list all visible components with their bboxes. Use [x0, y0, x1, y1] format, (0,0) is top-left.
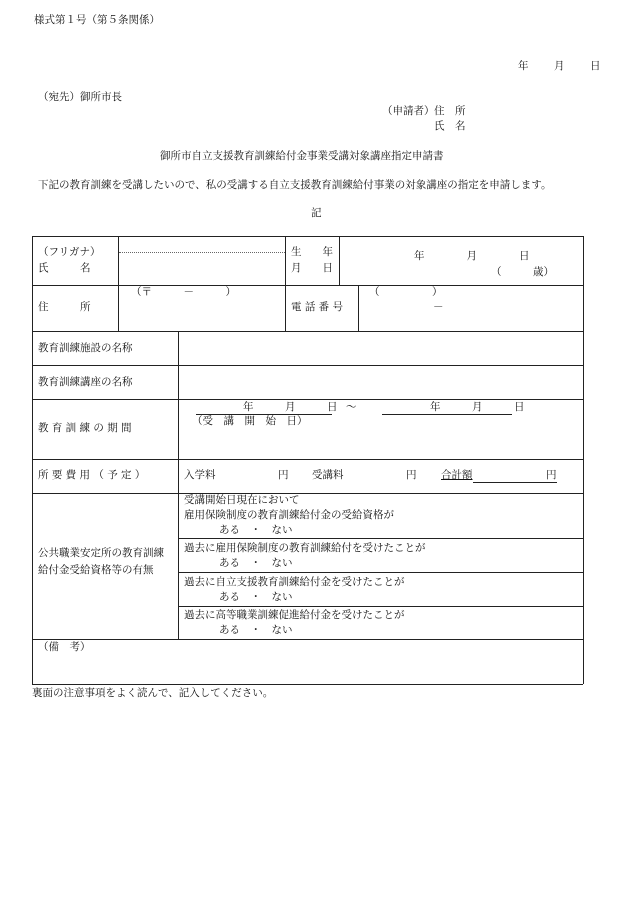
course-label: 教育訓練講座の名称 — [38, 376, 133, 388]
postal-code-field[interactable]: （〒 － ） — [131, 286, 236, 298]
birth-date-field[interactable]: 年 月 日 — [414, 250, 530, 262]
footer-note: 裏面の注意事項をよく読んで、記入してください。 — [32, 687, 274, 699]
facility-label: 教育訓練施設の名称 — [38, 342, 133, 354]
date-year: 年 — [518, 60, 529, 72]
q1-text-a: 受講開始日現在において — [184, 494, 300, 506]
period-end-date[interactable]: 年 月 日 — [430, 401, 525, 413]
name-label: 氏 名 — [38, 262, 91, 274]
total-label: 合計額 — [441, 469, 473, 481]
applicant-name-label: 氏 名 — [434, 120, 466, 132]
start-date-note: （受 講 開 始 日） — [192, 415, 308, 427]
phone-label: 電 話 番 号 — [291, 301, 344, 313]
period-tilde: 〜 — [346, 401, 357, 413]
birth-label-2: 月 日 — [291, 262, 333, 274]
period-start-date[interactable]: 年 月 日 — [243, 401, 338, 413]
admission-yen[interactable]: 円 — [278, 469, 289, 481]
cost-label: 所 要 費 用 （ 予 定 ） — [38, 469, 146, 481]
age-field[interactable]: （ 歳） — [491, 266, 554, 278]
q2-text: 過去に雇用保険制度の教育訓練給付を受けたことが — [184, 542, 426, 554]
q1-text-b: 雇用保険制度の教育訓練給付金の受給資格が — [184, 509, 394, 521]
intro-text: 下記の教育訓練を受講したいので、私の受講する自立支援教育訓練給付事業の対象講座の指定を申請します。 — [38, 179, 552, 191]
birth-label-1: 生 年 — [291, 246, 333, 258]
remarks-input[interactable] — [34, 656, 581, 682]
tuition-label: 受講料 — [312, 469, 344, 481]
eligibility-label: 公共職業安定所の教育訓練給付金受給資格等の有無 — [38, 547, 164, 576]
ki-label: 記 — [311, 207, 322, 219]
facility-input[interactable] — [180, 333, 581, 363]
date-day: 日 — [590, 60, 601, 72]
date-month: 月 — [554, 60, 565, 72]
total-yen[interactable]: 円 — [546, 469, 557, 481]
period-label: 教 育 訓 練 の 期 間 — [38, 422, 132, 434]
applicant-address-label: 住 所 — [434, 105, 466, 117]
address-label: 住 所 — [38, 301, 91, 313]
name-input[interactable] — [120, 254, 283, 283]
q4-yes-no[interactable]: ある ・ ない — [219, 624, 293, 636]
q4-text: 過去に高等職業訓練促進給付金を受けたことが — [184, 609, 405, 621]
q1-yes-no[interactable]: ある ・ ない — [219, 524, 293, 536]
q3-yes-no[interactable]: ある ・ ない — [219, 591, 293, 603]
furigana-label: （フリガナ） — [38, 246, 101, 258]
q2-yes-no[interactable]: ある ・ ない — [219, 557, 293, 569]
phone-number[interactable]: － — [433, 301, 444, 313]
tuition-yen[interactable]: 円 — [406, 469, 417, 481]
address-input[interactable] — [120, 300, 283, 329]
q3-text: 過去に自立支援教育訓練給付金を受けたことが — [184, 576, 405, 588]
form-number-label: 様式第１号（第５条関係） — [34, 14, 160, 26]
addressee: （宛先）御所市長 — [38, 91, 122, 103]
course-input[interactable] — [180, 367, 581, 397]
document-title: 御所市自立支援教育訓練給付金事業受講対象講座指定申請書 — [160, 150, 444, 162]
phone-area-code[interactable]: （ ） — [369, 286, 443, 298]
remarks-label: （備 考） — [38, 641, 91, 653]
admission-fee-label: 入学料 — [184, 469, 216, 481]
applicant-label: （申請者） — [382, 105, 435, 117]
